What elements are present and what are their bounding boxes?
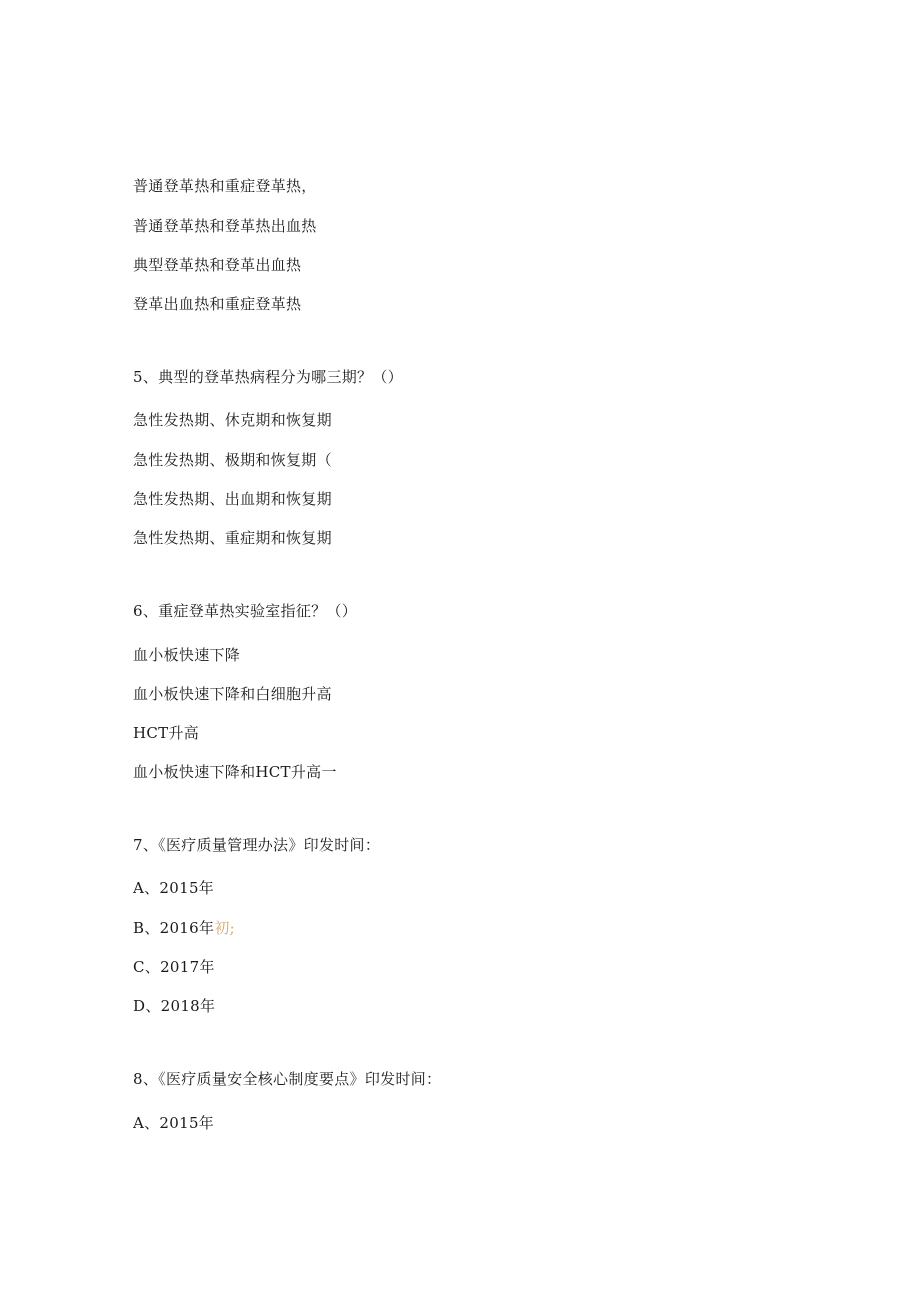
q4-option-1: 普通登革热和重症登革热，	[133, 177, 317, 195]
q7-question: 7、《医疗质量管理办法》印发时间：	[133, 836, 381, 854]
q4-option-4: 登革出血热和重症登革热	[133, 295, 302, 313]
q4-option-3: 典型登革热和登革出血热	[133, 256, 302, 274]
q6-question: 6、重症登革热实验室指征？（）	[133, 602, 358, 620]
q4-option-2: 普通登革热和登革热出血热	[133, 217, 317, 235]
q5-option-2: 急性发热期、极期和恢复期（	[133, 451, 332, 469]
q7-option-b	[133, 918, 235, 938]
q6-option-2: 血小板快速下降和白细胞升高	[133, 685, 332, 703]
q6-option-4: 血小板快速下降和HCT升高一	[133, 763, 337, 781]
q5-option-3: 急性发热期、出血期和恢复期	[133, 490, 332, 508]
q8-option-a: A、2015年	[133, 1114, 215, 1132]
q7-option-b-faint-mark: 初;	[214, 919, 235, 937]
q7-option-c: C、2017年	[133, 958, 215, 976]
q7-option-d: D、2018年	[133, 997, 216, 1015]
q5-question: 5、典型的登革热病程分为哪三期？（）	[133, 368, 403, 386]
q7-option-a: A、2015年	[133, 879, 215, 897]
q6-option-3: HCT升高	[133, 724, 200, 742]
q7-option-b-text: B、2016年	[133, 919, 215, 937]
q8-question: 8、《医疗质量安全核心制度要点》印发时间：	[133, 1070, 442, 1088]
q6-option-1: 血小板快速下降	[133, 646, 241, 664]
q5-option-4: 急性发热期、重症期和恢复期	[133, 529, 332, 547]
q5-option-1: 急性发热期、休克期和恢复期	[133, 411, 332, 429]
